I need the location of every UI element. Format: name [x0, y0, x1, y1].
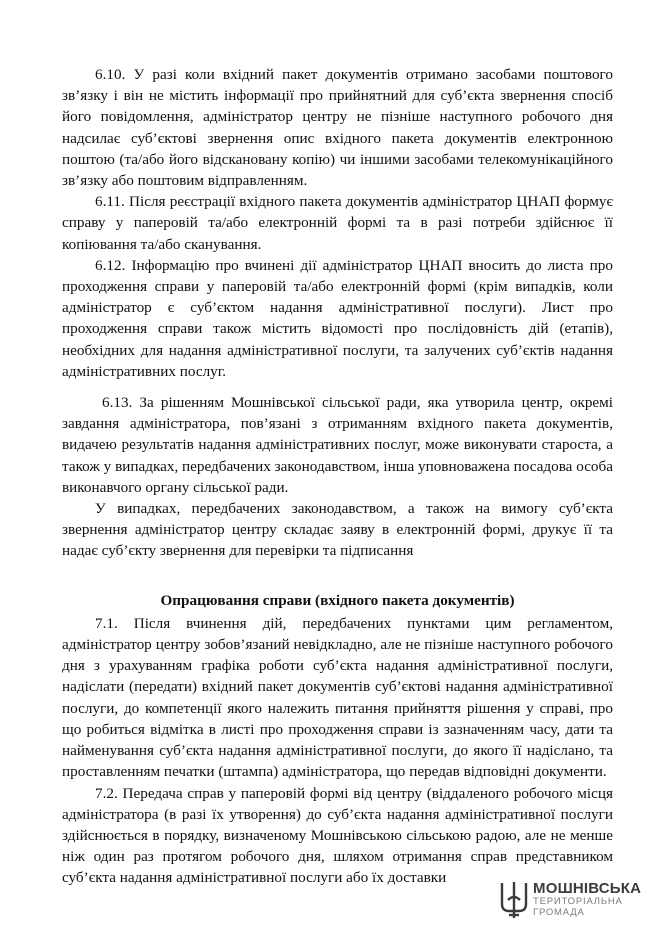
section-heading: Опрацювання справи (вхідного пакета документів) — [160, 591, 515, 609]
logo-subtitle-1: ТЕРИТОРІАЛЬНА — [533, 896, 623, 907]
paragraph-7-1: 7.1. Після вчинення дій, передбачених пунктами цим регламентом, адміністратор центру зобов’язаний невідкладно, але не пізніше наступного робочого дня з урахуванням графіка роботи суб’єкта надання адміністративної послуги, надіслати (передати) вхідний пакет документів суб’єктові надання адміністративної послуги, до компетенції якого належить питання прийняття рішення у справі, про що робиться відмітка в листі про проходження справи із зазначенням часу, дати та найменування суб’єкта надання адміністративної послуги, до якого її надіслано, та проставленням печатки (штампа) адміністратора, що передав відповідні документи. — [62, 614, 613, 781]
document-page — [62, 64, 613, 889]
paragraph-cases: У випадках, передбачених законодавством, а також на вимогу суб’єкта звернення адміністратор центру складає заяву в електронній формі, друкує її та надає суб’єкту звернення для перевірки та підписання — [62, 500, 613, 560]
trident-icon — [499, 880, 529, 920]
paragraph-6-13: 6.13. За рішенням Мошнівської сільської ради, яка утворила центр, окремі завдання адміністратора, пов’язані з отриманням вхідного пакета документів, видачею результатів надання адміністративних послуг, може виконувати староста, а також у випадках, передбачених законодавством, інша уповноважена посадова особа виконавчого органу сільської ради. — [62, 394, 613, 496]
paragraph-6-10: 6.10. У разі коли вхідний пакет документів отримано засобами поштового зв’язку і він не містить інформації про прийнятний для суб’єкта звернення спосіб його повідомлення, адміністратор центру не пізніше наступного робочого дня надсилає суб’єктові звернення опис вхідного пакета документів електронною поштою (та/або його відскановану копію) чи іншими засобами телекомунікаційного зв’язку або поштовим відправленням. — [62, 66, 613, 190]
logo-title: МОШНІВСЬКА — [533, 880, 642, 897]
paragraph-7-2: 7.2. Передача справ у паперовій формі від центру (віддаленого робочого місця адміністратора (в разі їх утворення) до суб’єкта надання адміністративної послуги здійснюється в порядку, визначеному Мошнівською сільською радою, але не менше ніж один раз протягом робочого дня, шляхом отримання справ представником суб’єкта надання адміністративної послуги або їх доставки — [62, 784, 613, 887]
logo-subtitle-2: ГРОМАДА — [533, 907, 585, 918]
community-logo — [499, 880, 642, 920]
paragraph-6-12: 6.12. Інформацію про вчинені дії адміністратор ЦНАП вносить до листа про проходження справи у паперовій та/або електронній формі (крім випадків, коли адміністратор є суб’єктом надання адміністративної послуги). Лист про проходження справи також містить відомості про послідовність дій (етапів), необхідних для надання адміністративної послуги, та залучених суб’єктів надання адміністративних послуг. — [62, 256, 613, 380]
paragraph-6-11: 6.11. Після реєстрації вхідного пакета документів адміністратор ЦНАП формує справу у паперовій та/або електронній формі та в разі потреби здійснює її копіювання та/або сканування. — [62, 193, 613, 253]
